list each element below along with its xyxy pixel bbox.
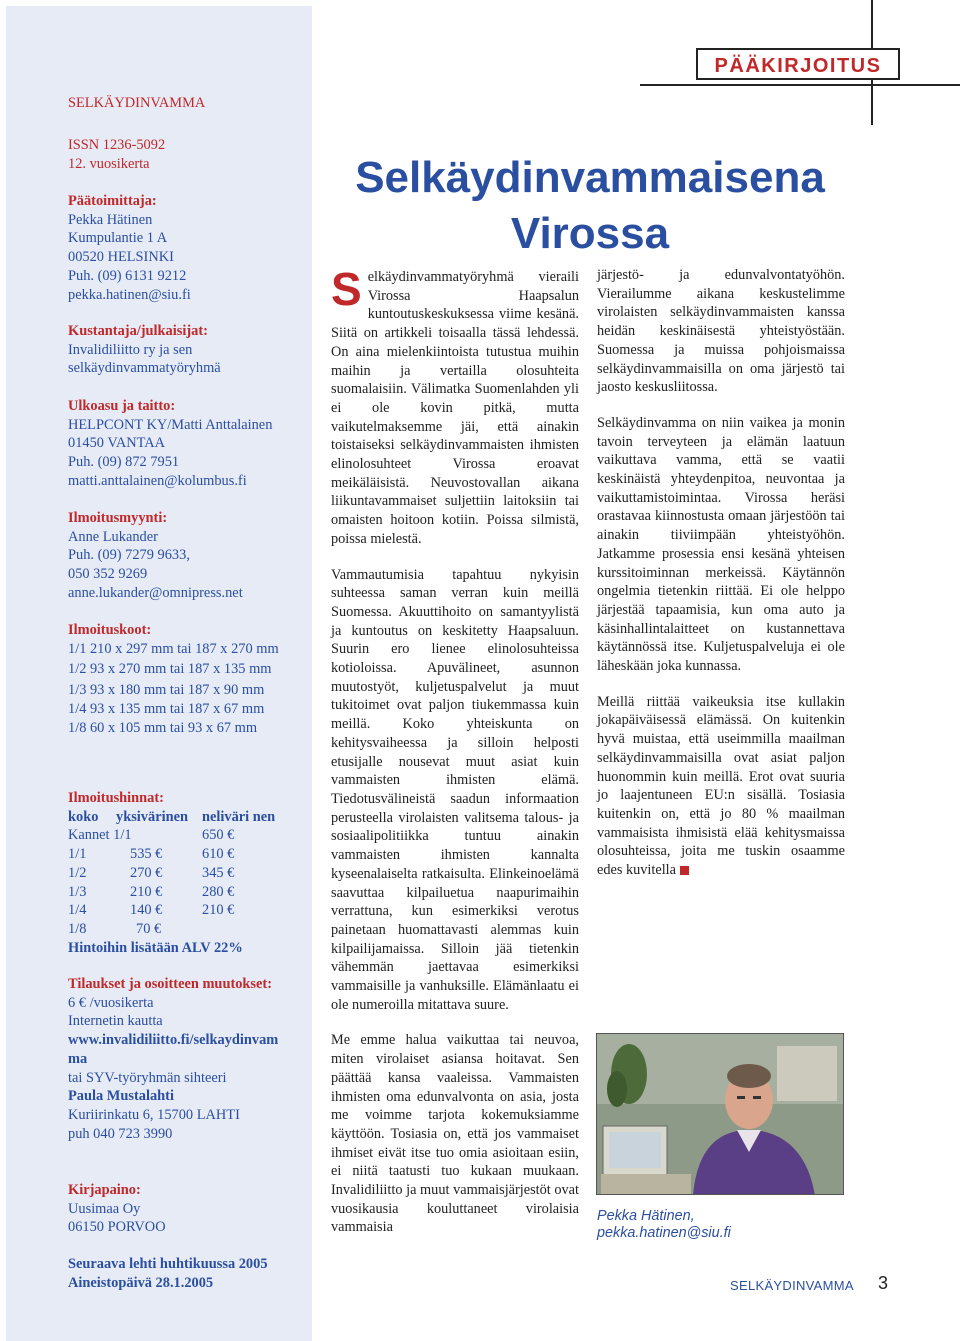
ad-price-row: Kannet 1/1 650 € (68, 827, 235, 844)
ads-email: anne.lukander@omnipress.net (68, 584, 243, 601)
layout-label: Ulkoasu ja taitto: (68, 398, 176, 414)
editor-line: Puh. (09) 6131 9212 (68, 267, 187, 284)
publisher-line: selkäydinvammatyöryhmä (68, 360, 221, 377)
ad-size-line: 1/2 93 x 270 mm tai 187 x 135 mm (68, 661, 272, 678)
editor-email: pekka.hatinen@siu.fi (68, 286, 191, 303)
caption-email[interactable]: pekka.hatinen@siu.fi (597, 1225, 731, 1241)
ad-price-row: 1/4 140 € 210 € (68, 902, 235, 919)
layout-block (68, 397, 298, 491)
ads-line: 050 352 9269 (68, 566, 148, 583)
vat-note: Hintoihin lisätään ALV 22% (68, 939, 243, 956)
orders-line: 6 € /vuosikerta (68, 994, 154, 1011)
ad-price-row: 1/3 210 € 280 € (68, 883, 235, 900)
ad-size-line: 1/1 210 x 297 mm tai 187 x 270 mm (68, 640, 279, 657)
ads-label: Ilmoitusmyynti: (68, 510, 168, 526)
paragraph: Meillä riittää vaikeuksia itse kullakin jokapäiväisessä elämässä. On kuitenkin hyvä muistaa, että useimmilla maailman selkäydinvammaisilla ovat asiat paljon huonommin kuin meillä. Erot ovat suuria jo laajentuneen EU:n sisällä. Tosiasia kuitenkin on, että jo 80 % maailman vammaisista ihmisistä elää kehitysmaissa olosuhteissa, joita me tuskin osaamme edes kuvitella (597, 693, 845, 879)
footer-magazine-name: SELKÄYDINVAMMA (730, 1278, 854, 1293)
layout-line: HELPCONT KY/Matti Anttalainen (68, 416, 273, 433)
ads-line: Puh. (09) 7279 9633, (68, 547, 190, 564)
editor-line: 00520 HELSINKI (68, 249, 174, 266)
caption-name: Pekka Hätinen, (597, 1208, 695, 1224)
printer-label: Kirjapaino: (68, 1182, 141, 1198)
ad-price-row: 1/8 70 € (68, 920, 162, 937)
ad-prices-label: Ilmoitushinnat: (68, 790, 164, 806)
drop-cap: S (331, 263, 362, 315)
decorative-horizontal-rule (640, 84, 960, 86)
next-issue: Seuraava lehti huhtikuussa 2005 (68, 1256, 268, 1272)
publisher-label: Kustantaja/julkaisijat: (68, 323, 208, 339)
ad-sizes-block (68, 621, 298, 737)
editor-line: Pekka Hätinen (68, 211, 153, 228)
ad-size-line: 1/8 60 x 105 mm tai 93 x 67 mm (68, 719, 258, 736)
ads-block (68, 509, 298, 603)
printer-line: 06150 PORVOO (68, 1219, 166, 1236)
ad-sizes-label: Ilmoituskoot: (68, 622, 152, 638)
orders-block (68, 975, 298, 1143)
masthead-issn-block (68, 136, 298, 173)
editor-block (68, 192, 298, 304)
author-photo-illustration (597, 1034, 844, 1195)
editor-label: Päätoimittaja: (68, 193, 157, 209)
publisher-line: Invalidiliitto ry ja sen (68, 341, 193, 358)
orders-line: Internetin kautta (68, 1013, 163, 1030)
orders-line: tai SYV-työryhmän sihteeri (68, 1069, 227, 1086)
photo-caption (597, 1208, 731, 1242)
orders-contact: Paula Mustalahti (68, 1088, 174, 1105)
publisher-block (68, 322, 298, 378)
page-number: 3 (878, 1273, 889, 1293)
ad-size-line: 1/3 93 x 180 mm tai 187 x 90 mm (68, 682, 265, 699)
article-column-1 (331, 263, 579, 1254)
layout-line: 01450 VANTAA (68, 435, 166, 452)
editor-line: Kumpulantie 1 A (68, 230, 168, 247)
deadline: Aineistopäivä 28.1.2005 (68, 1274, 214, 1291)
printer-block (68, 1181, 298, 1237)
ad-prices-header: koko yksivärinen neliväri nen (68, 808, 276, 825)
printer-line: Uusimaa Oy (68, 1200, 141, 1217)
ad-size-line: 1/4 93 x 135 mm tai 187 x 67 mm (68, 700, 265, 717)
paragraph: Me emme halua vaikuttaa tai neuvoa, miten virolaiset asiansa hoitavat. Sen päättää kansa vaaleissa. Vammaisten ihmisten oma edunvalvonta on asia, josta me voimme tarjota kokemuksiamme käyttöön. Tosiasia on, että jos vammaiset ihmiset eivät itse tuo omia asioitaan esiin, ei niitä taatusti tuo kukaan muukaan. Invalidiliitto ja muut vammaisjärjestöt ovat vuosikausia kouluttaneet virolaisia vammaisia (331, 1032, 579, 1236)
paragraph: järjestö- ja edunvalvontatyöhön. Vierailumme aikana keskustelimme virolaisten selkäydinvammaisten kanssa heidän keskinäisestä yhteistyöstään. Suomessa ja muissa pohjoismaissa selkäydinvammaisilla on oma järjestö tai jaosto keskusliitossa. (597, 267, 845, 396)
ad-prices-block (68, 789, 298, 957)
article-column-2 (597, 266, 845, 897)
layout-line: Puh. (09) 872 7951 (68, 454, 180, 471)
orders-label: Tilaukset ja osoitteen muutokset: (68, 976, 273, 992)
paragraph: Selkäydinvammatyöryhmä vieraili Virossa Haapsalun kuntoutuskeskuksessa viime kesänä. Siitä on artikkeli toisaalla tässä lehdessä. On aina mielenkiintoista tutustua muihin maihin ja vertailla olosuhteita suomalaisiin. Välimatka Suomenlahden yli ei ole kovin pitkä, mutta vaikutelmaksemme jäi, että ainakin toistaiseksi selkäydinvammaisten ihmisten elinolosuhteet Virossa eroavat meikäläisistä. Neuvostovallan aikana liikuntavammaiset suljettiin laitoksiin tai omaisten hoitoon kotiin. Poissa silmistä, poissa mielestä. (331, 263, 579, 547)
section-label: PÄÄKIRJOITUS (696, 48, 900, 80)
ad-price-row: 1/2 270 € 345 € (68, 864, 235, 881)
article-title: Selkäydinvammaisena Virossa (355, 153, 825, 258)
ad-price-row: 1/1 535 € 610 € (68, 846, 235, 863)
orders-line: Kuriirinkatu 6, 15700 LAHTI (68, 1106, 240, 1123)
issn: ISSN 1236-5092 (68, 137, 166, 153)
orders-line: puh 040 723 3990 (68, 1125, 173, 1142)
masthead-magazine-name: SELKÄYDINVAMMA (68, 95, 206, 111)
ads-line: Anne Lukander (68, 528, 158, 545)
layout-email: matti.anttalainen@kolumbus.fi (68, 472, 247, 489)
next-issue-block (68, 1255, 298, 1292)
paragraph: Vammautumisia tapahtuu nykyisin suhteessa saman verran kuin meillä Suomessa. Akuuttihoito on samantyylistä ja kuntoutus on keskitetty Haapsaluun. Suurin ero lienee elinolosuhteissa kotioloissa. Apuvälineet, asunnon muutostyöt, kuljetuspalvelut ja muut tukitoimet ovat paljon tiukemmassa kuin meillä. Koko yhteiskunta on kehitysvaiheessa ja silloin helposti etusijalle nousevat muut asiat kuin vammaisten ihmisten elämä. Tiedotusvälineistä saadun informaation perusteella virolaisten valitsema talous- ja sosiaalipolitiikka tuntuu ainakin vammaisten ihmisten kannalta kyseenalaiselta ratkaisulta. Elinkeinoelämä saavuttaa kilpailuetua naapurimaihin verrattuna, kun esimerkiksi verotus painetaan huomattavasti alemmas kuin kilpailijamaissa. Silloin jää tietenkin vähemmän jaettavaa esimerkiksi vammaisille ja vanhuksille. Elämänlaatu ei ole numeroilla mitattava suure. (331, 566, 579, 1013)
paragraph: Selkäydinvamma on niin vaikea ja monin tavoin terveyteen ja elämän laatuun vaikuttava vamma, että se vaatii keskinäistä yhteydenpitoa, neuvontaa ja vaikuttamistoimintaa. Virossa heräsi orastavaa kiinnostusta omaan järjestöön tai ainakin tiiviimpään yhteistyöhön. Jatkamme prosessia ensi kesänä yhteisen kurssitoiminnan merkeissä. Käytännön ongelmia tietenkin riittää. Ei ole helppo järjestää tapaamisia, kun oma auto ja käsinhallintalaitteet on kustannettava käytännössä itse. Kuljetuspalveluja ei ole läheskään joka kunnassa. (597, 414, 845, 675)
orders-url[interactable]: www.invalidiliitto.fi/selkaydinvamma (68, 1032, 279, 1067)
author-photo (596, 1033, 844, 1195)
volume: 12. vuosikerta (68, 155, 150, 172)
end-mark-icon (680, 866, 689, 875)
